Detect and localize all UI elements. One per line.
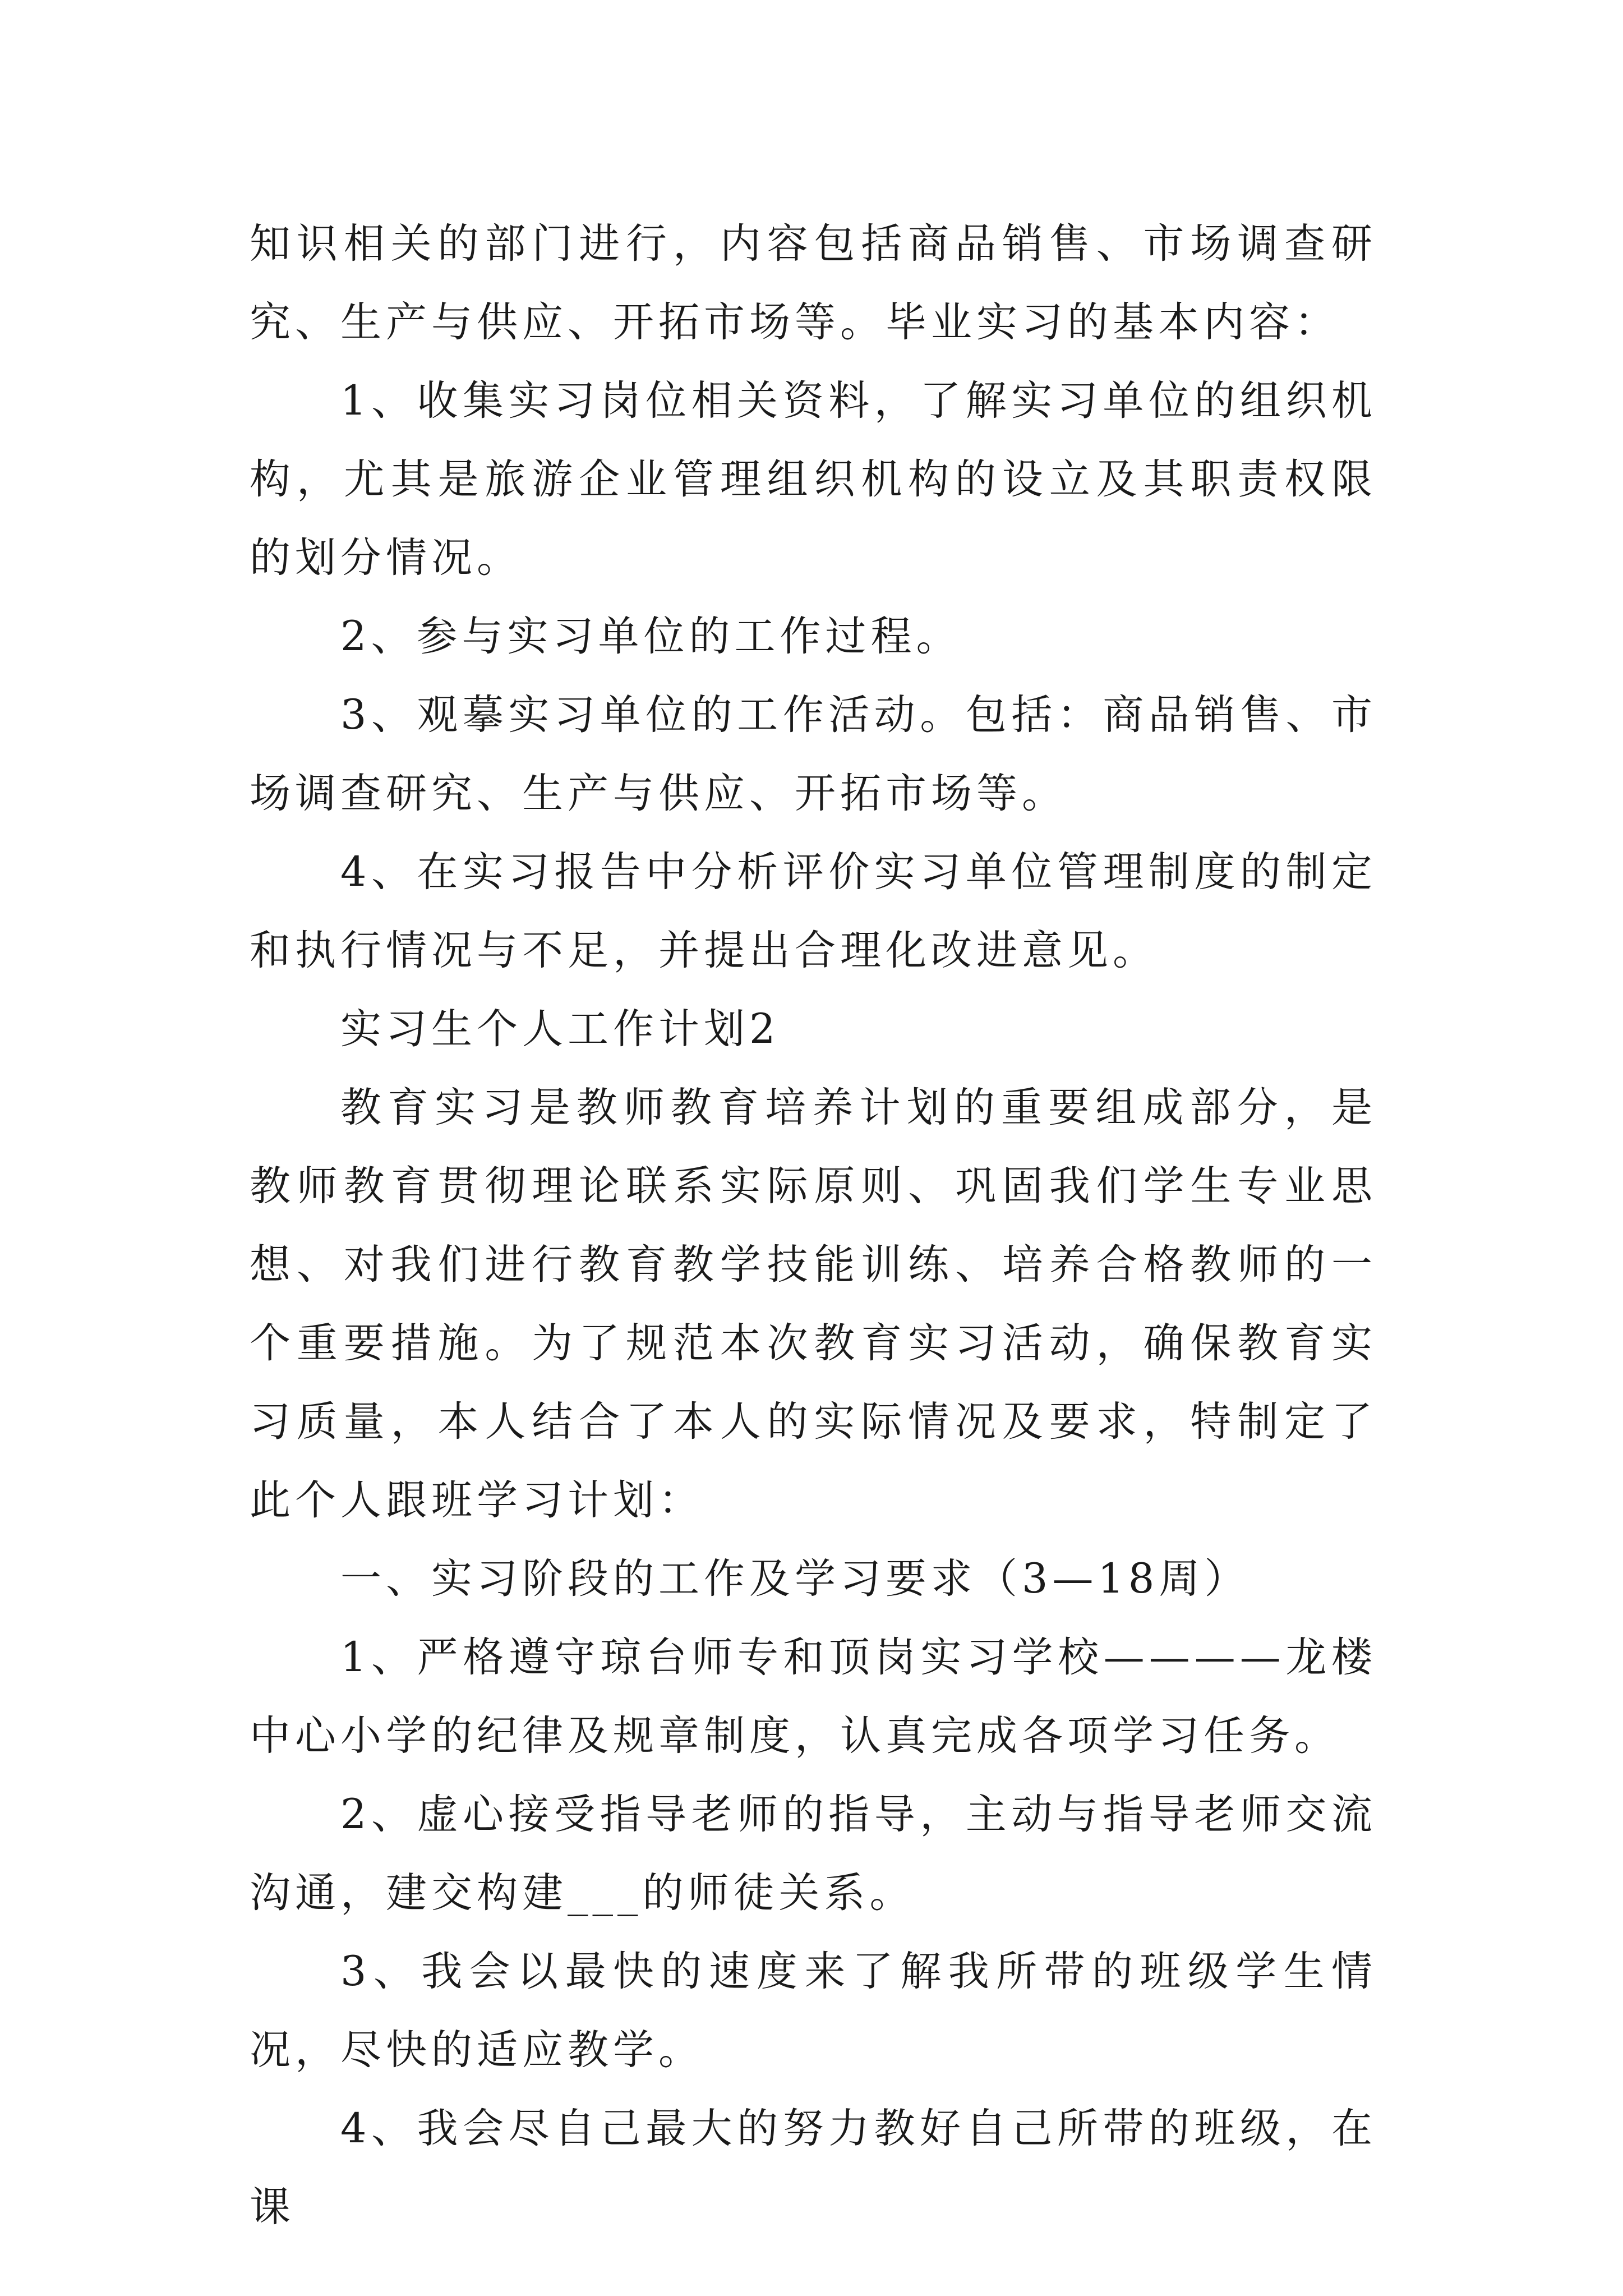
paragraph: 知识相关的部门进行，内容包括商品销售、市场调查研究、生产与供应、开拓市场等。毕业实习的基本内容： [250, 220, 1377, 346]
paragraph: 4、我会尽自己最大的努力教好自己所带的班级，在课 [250, 2105, 1377, 2231]
subsection-heading: 一、实习阶段的工作及学习要求（3—18周） [340, 1555, 1250, 1603]
document-body [250, 205, 1377, 2247]
section-heading: 实习生个人工作计划2 [340, 1005, 780, 1053]
paragraph: 3、观摹实习单位的工作活动。包括：商品销售、市场调查研究、生产与供应、开拓市场等。 [250, 691, 1377, 817]
paragraph: 1、严格遵守琼台师专和顶岗实习学校————龙楼中心小学的纪律及规章制度，认真完成各项学习任务。 [250, 1634, 1377, 1760]
paragraph: 2、虚心接受指导老师的指导，主动与指导老师交流沟通，建交构建___的师徒关系。 [250, 1791, 1377, 1917]
paragraph: 2、参与实习单位的工作过程。 [340, 613, 962, 660]
paragraph: 3、我会以最快的速度来了解我所带的班级学生情况，尽快的适应教学。 [250, 1948, 1377, 2074]
paragraph: 教育实习是教师教育培养计划的重要组成部分，是教师教育贯彻理论联系实际原则、巩固我们学生专业思想、对我们进行教育教学技能训练、培养合格教师的一个重要措施。为了规范本次教育实习活动，确保教育实习质量，本人结合了本人的实际情况及要求，特制定了此个人跟班学习计划： [250, 1084, 1377, 1524]
paragraph: 4、在实习报告中分析评价实习单位管理制度的制定和执行情况与不足，并提出合理化改进意见。 [250, 848, 1377, 974]
paragraph: 1、收集实习岗位相关资料，了解实习单位的组织机构，尤其是旅游企业管理组织机构的设立及其职责权限的划分情况。 [250, 377, 1377, 582]
